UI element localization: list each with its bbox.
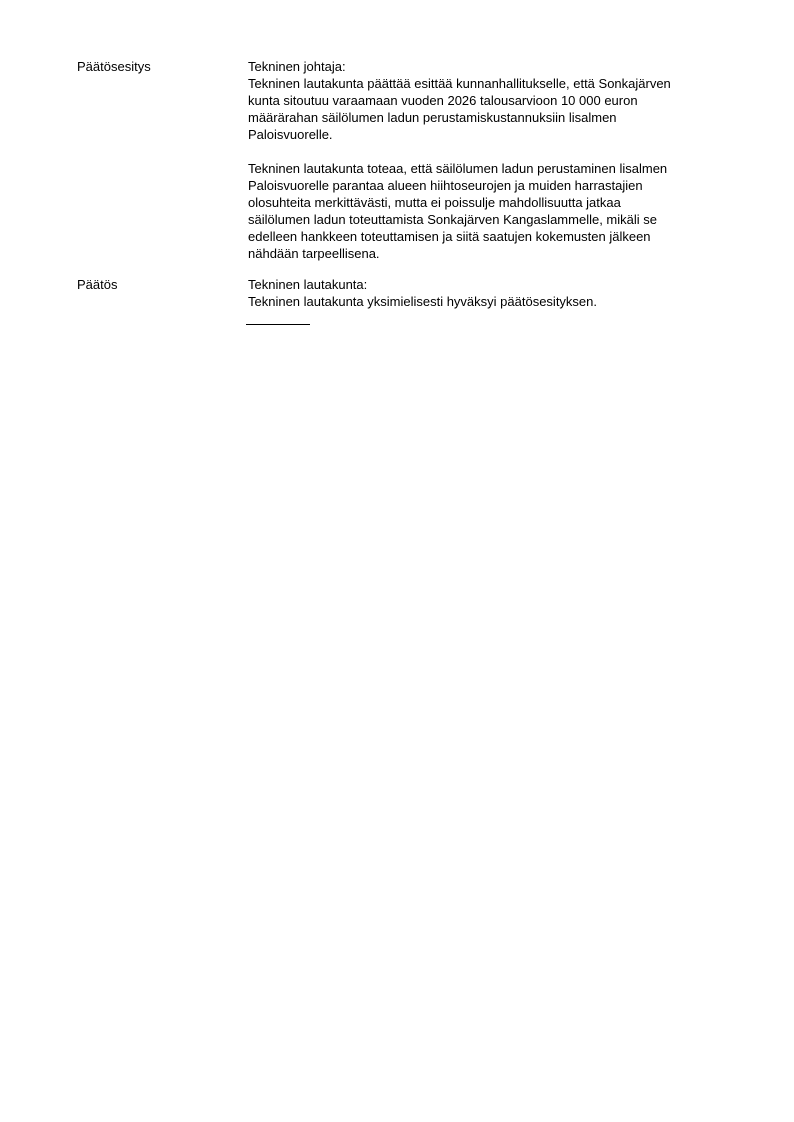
decision-content <box>248 276 738 310</box>
proposal-text-line: Tekninen lautakunta päättää esittää kunnanhallitukselle, että Sonkajärven <box>248 76 671 91</box>
proposal-text-line: olosuhteita merkittävästi, mutta ei poissulje mahdollisuutta jatkaa <box>248 195 621 210</box>
proposal-text-line: Paloisvuorelle parantaa alueen hiihtoseurojen ja muiden harrastajien <box>248 178 643 193</box>
signature-rule <box>246 324 310 325</box>
proposal-text-line: määrärahan säilölumen ladun perustamiskustannuksiin lisalmen <box>248 110 617 125</box>
proposal-text-line: Paloisvuorelle. <box>248 127 333 142</box>
proposal-text-line: edelleen hankkeen toteuttamisen ja siitä saatujen kokemusten jälkeen <box>248 229 651 244</box>
proposal-text-line: säilölumen ladun toteuttamista Sonkajärven Kangaslammelle, mikäli se <box>248 212 657 227</box>
proposal-content <box>248 58 738 262</box>
decision-label: Päätös <box>77 277 118 292</box>
decision-heading: Tekninen lautakunta: <box>248 277 368 292</box>
paragraph-gap <box>248 143 738 160</box>
proposal-heading: Tekninen johtaja: <box>248 59 346 74</box>
proposal-text-line: nähdään tarpeellisena. <box>248 246 380 261</box>
proposal-label: Päätösesitys <box>77 59 151 74</box>
proposal-text-line: kunta sitoutuu varaamaan vuoden 2026 talousarvioon 10 000 euron <box>248 93 638 108</box>
proposal-text-line: Tekninen lautakunta toteaa, että säilölumen ladun perustaminen lisalmen <box>248 161 668 176</box>
decision-text: Tekninen lautakunta yksimielisesti hyväksyi päätösesityksen. <box>248 294 598 309</box>
